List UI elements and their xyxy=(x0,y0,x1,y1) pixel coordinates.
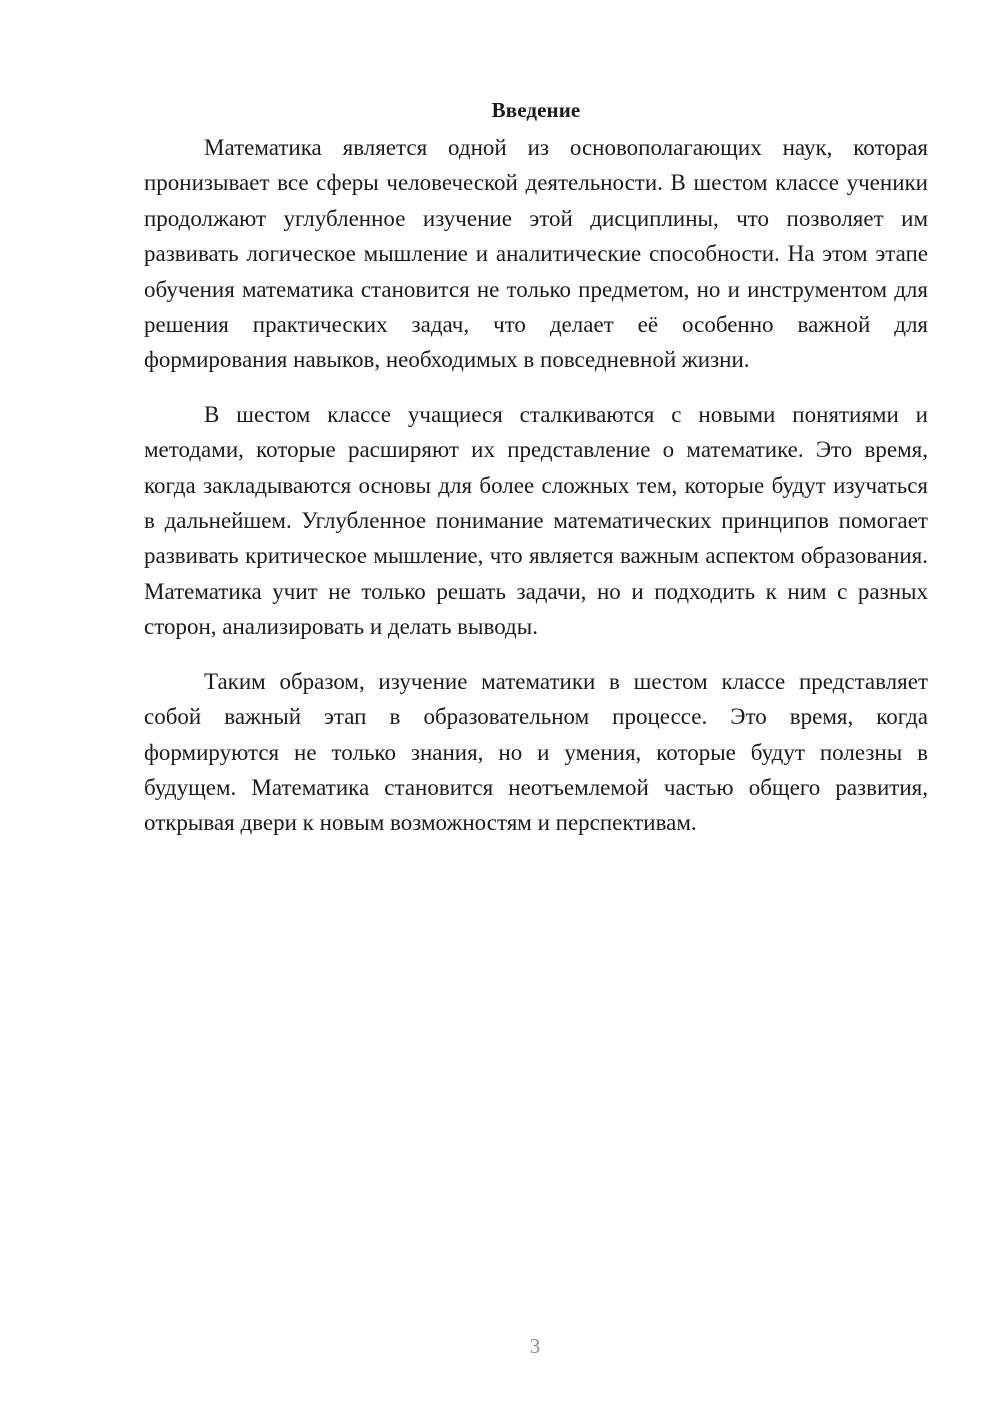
paragraph-conclusion: Таким образом, изучение математики в шестом классе представляет собой важный этап в образовательном процессе. Это время, когда формируются не только знания, но и умения, которые будут полезны в будущем. Математика становится неотъемлемой частью общего развития, открывая двери к новым возможностям и перспективам. xyxy=(144,668,928,836)
paragraph-concepts: В шестом классе учащиеся сталкиваются с новыми понятиями и методами, которые расширяют их представление о математике. Это время, когда закладываются основы для более сложных тем, которые будут изучаться в дальнейшем. Углубленное понимание математических принципов помогает развивать критическое мышление, что является важным аспектом образования. Математика учит не только решать задачи, но и подходить к ним с разных сторон, анализировать и делать выводы. xyxy=(144,401,928,640)
page-content xyxy=(144,94,928,860)
section-heading: Введение xyxy=(491,98,581,122)
page-number: 3 xyxy=(529,1334,541,1358)
paragraph-intro: Математика является одной из основополагающих наук, которая пронизывает все сферы человеческой деятельности. В шестом классе ученики продолжают углубленное изучение этой дисциплины, что позволяет им развивать логическое мышление и аналитические способности. На этом этапе обучения математика становится не только предметом, но и инструментом для решения практических задач, что делает её особенно важной для формирования навыков, необходимых в повседневной жизни. xyxy=(144,135,928,373)
